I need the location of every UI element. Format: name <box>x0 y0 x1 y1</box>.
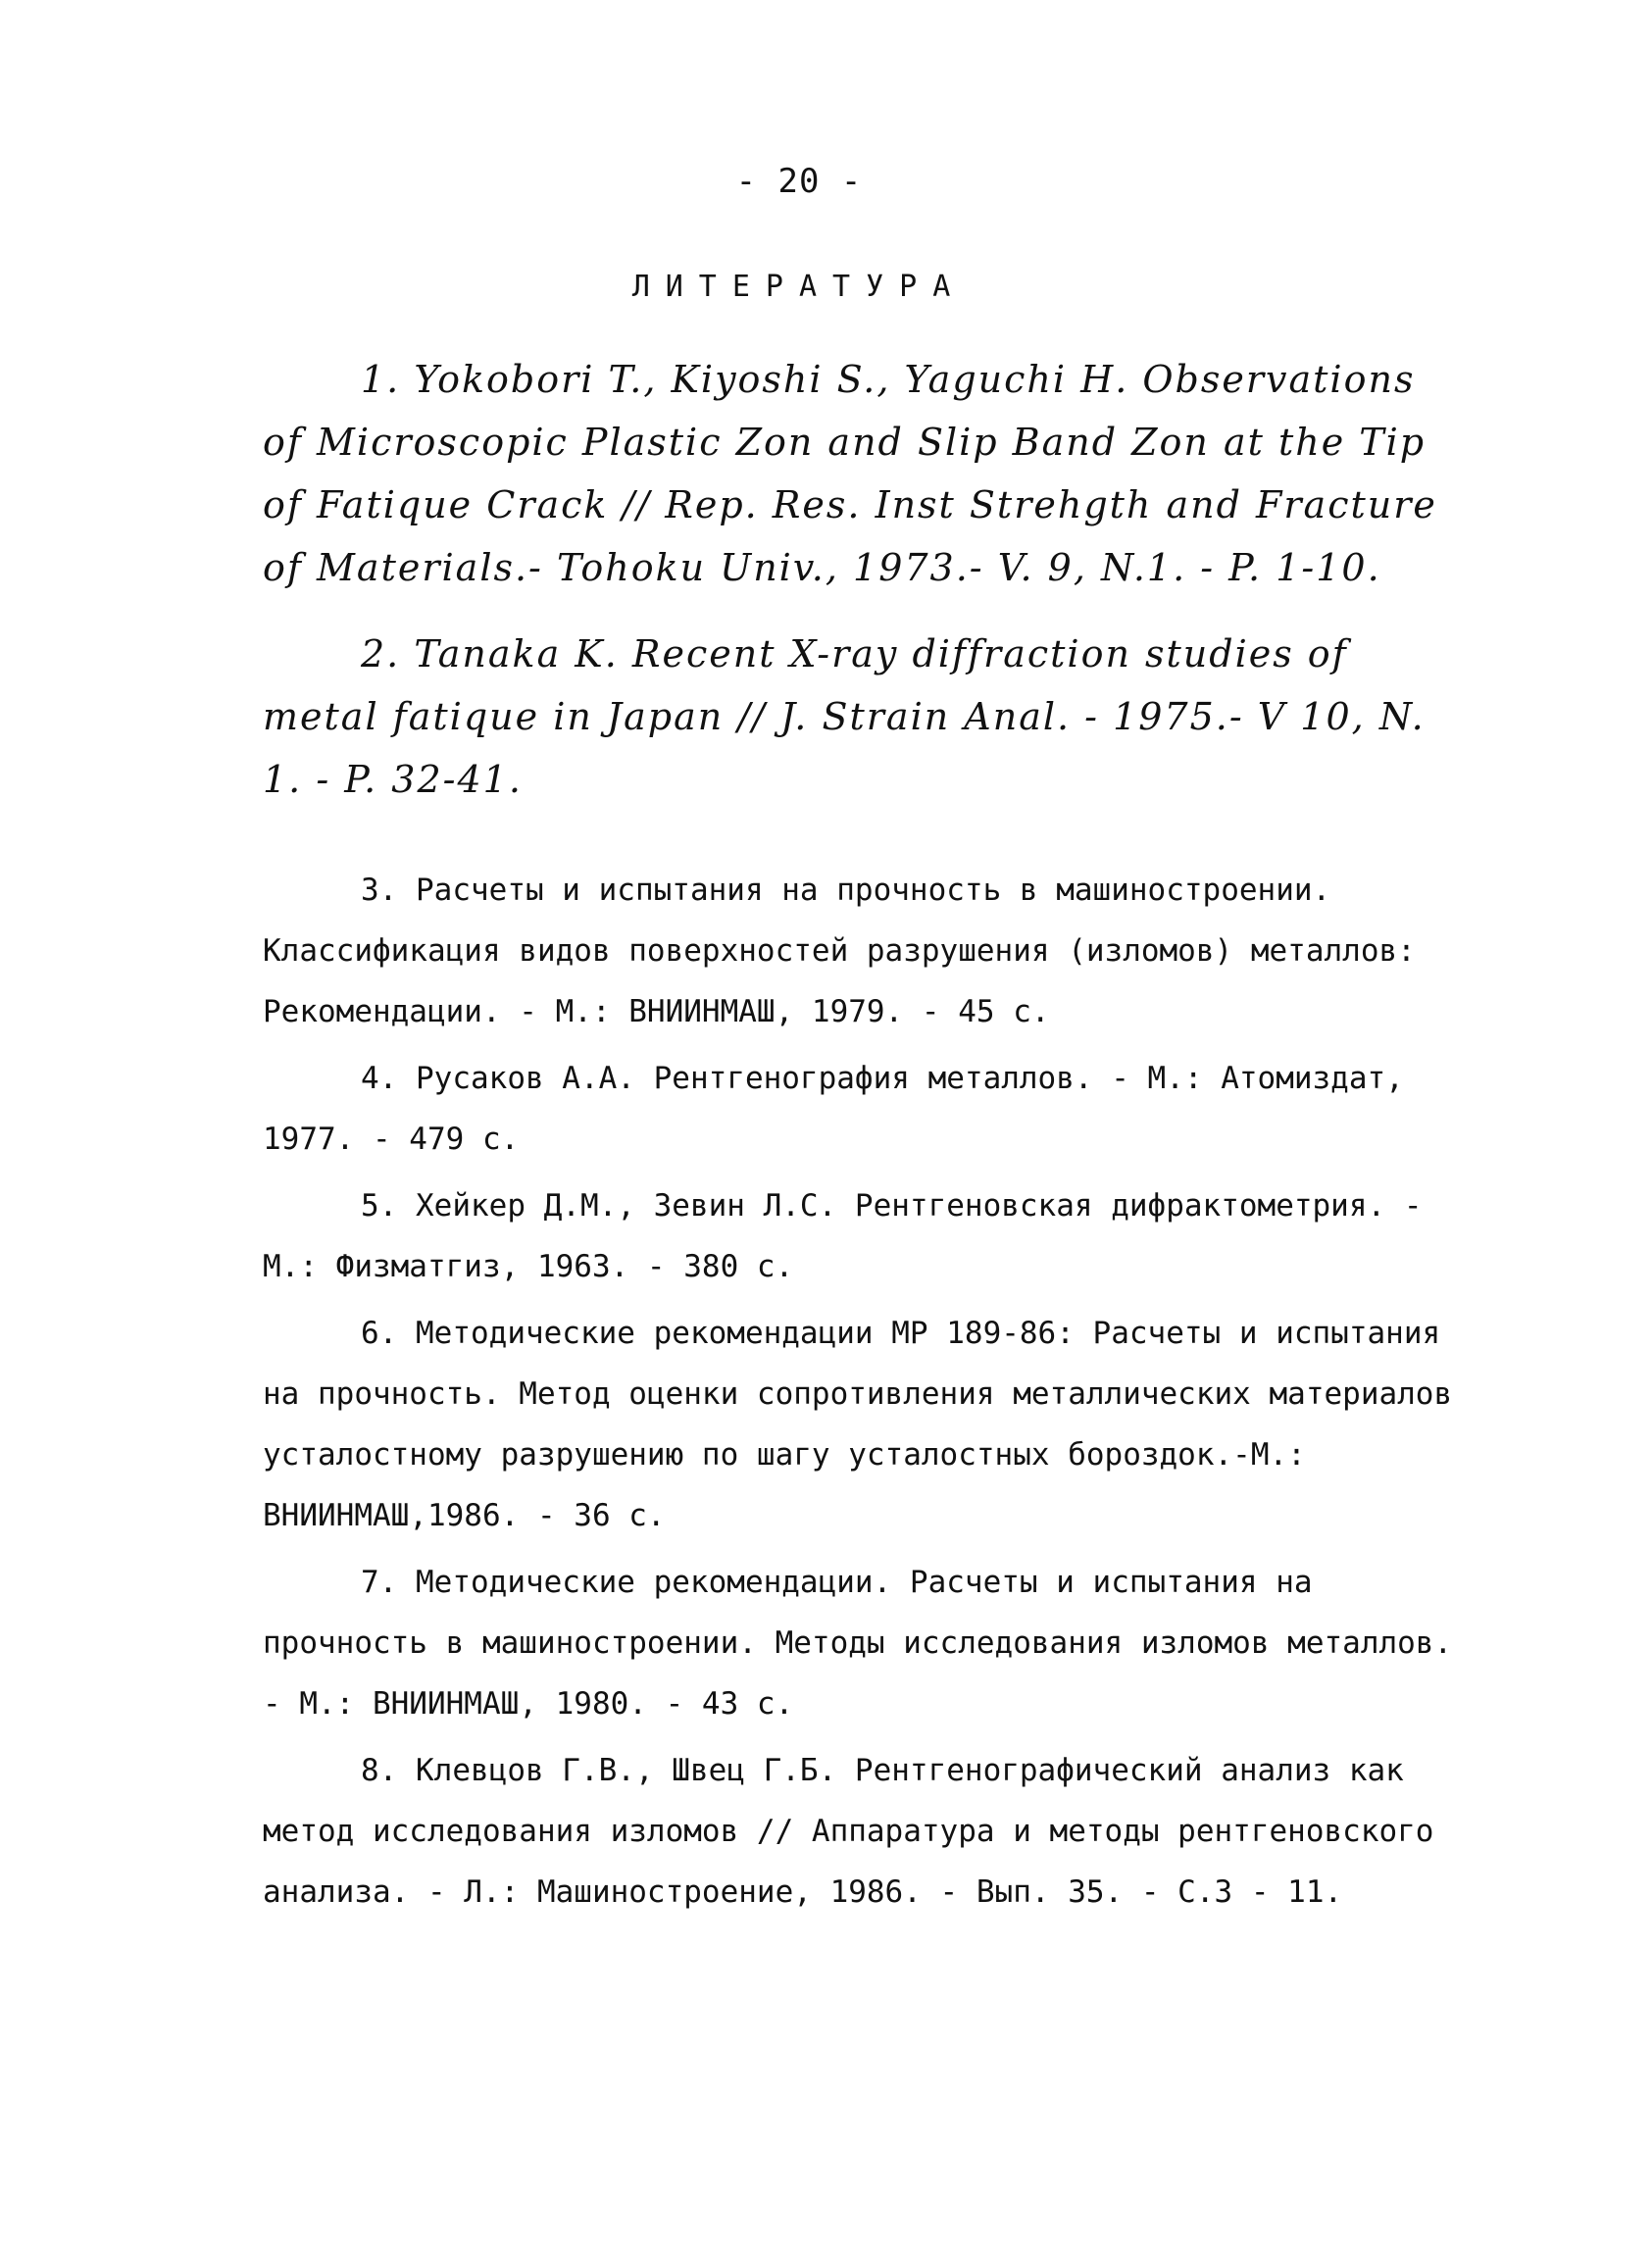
reference-number: 3. <box>361 873 398 908</box>
reference-item <box>263 1048 1469 1170</box>
reference-text: Хейкер Д.М., Зевин Л.С. Рентгеновская дифрактометрия. - М.: Физматгиз, 1963. - 380 с. <box>263 1188 1423 1284</box>
reference-text: Tanaka K. Recent X-ray diffraction studies of metal fatique in Japan // J. Strain Anal. - 1975.- V 10, N. 1. - P. 32-41. <box>263 632 1426 801</box>
reference-text: Расчеты и испытания на прочность в машиностроении. Классификация видов поверхностей разрушения (изломов) металлов: Рекомендации. - М.: ВНИИНМАШ, 1979. - 45 с. <box>263 873 1416 1029</box>
reference-number: 2. <box>361 632 401 675</box>
reference-list <box>263 348 1469 1923</box>
reference-item <box>263 623 1469 811</box>
reference-item <box>263 348 1469 599</box>
reference-text: Клевцов Г.В., Швец Г.Б. Рентгенографический анализ как метод исследования изломов // Аппаратура и методы рентгеновского анализа. - Л.: Машиностроение, 1986. - Вып. 35. - С.3 - 11. <box>263 1753 1434 1910</box>
reference-item <box>263 860 1469 1042</box>
reference-number: 8. <box>361 1753 398 1788</box>
reference-number: 7. <box>361 1565 398 1600</box>
reference-item <box>263 1552 1469 1734</box>
reference-text: Методические рекомендации. Расчеты и испытания на прочность в машиностроении. Методы исследования изломов металлов. - М.: ВНИИНМАШ, 1980. - 43 с. <box>263 1565 1453 1722</box>
reference-number: 4. <box>361 1061 398 1096</box>
reference-number: 1. <box>361 358 401 401</box>
reference-number: 5. <box>361 1188 398 1224</box>
reference-text: Русаков А.А. Рентгенография металлов. - М.: Атомиздат, 1977. - 479 с. <box>263 1061 1404 1157</box>
reference-item <box>263 1175 1469 1297</box>
reference-number: 6. <box>361 1316 398 1351</box>
reference-text: Yokobori T., Kiyoshi S., Yaguchi H. Observations of Microscopic Plastic Zon and Slip Band Zon at the Tip of Fatique Crack // Rep. Res. Inst Strehgth and Fracture of Materials.- Tohoku Univ., 1973.- V. 9, N.1. - P. 1-10. <box>263 358 1437 589</box>
page-title: ЛИТЕРАТУРА <box>631 270 967 304</box>
reference-item <box>263 1740 1469 1923</box>
page-number: - 20 - <box>735 162 863 201</box>
reference-item <box>263 1303 1469 1546</box>
reference-text: Методические рекомендации МР 189-86: Расчеты и испытания на прочность. Метод оценки сопротивления металлических материалов усталостному разрушению по шагу усталостных бороздок.-М.: ВНИИНМАШ,1986. - 36 с. <box>263 1316 1453 1533</box>
